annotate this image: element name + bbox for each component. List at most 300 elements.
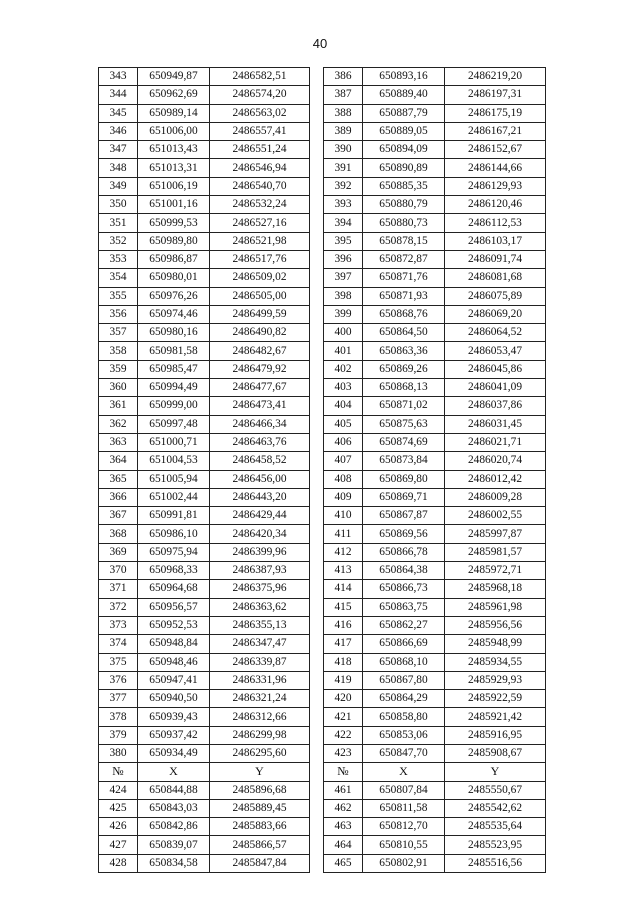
column-gap — [310, 635, 324, 653]
y-coordinate-cell: 2485916,95 — [445, 726, 546, 744]
y-coordinate-cell: 2485847,84 — [210, 854, 310, 872]
column-gap — [310, 250, 324, 268]
point-number-cell: 417 — [324, 635, 363, 653]
x-coordinate-cell: 650986,10 — [138, 525, 210, 543]
x-coordinate-cell: 650880,79 — [363, 196, 445, 214]
y-coordinate-cell: 2486477,67 — [210, 379, 310, 397]
point-number-cell: 388 — [324, 104, 363, 122]
x-coordinate-cell: 650893,16 — [363, 68, 445, 86]
y-coordinate-cell: 2485542,62 — [445, 799, 546, 817]
y-coordinate-cell: 2486144,66 — [445, 159, 546, 177]
x-coordinate-cell: 650939,43 — [138, 708, 210, 726]
x-coordinate-cell: 650991,81 — [138, 507, 210, 525]
column-gap — [310, 452, 324, 470]
y-coordinate-cell: 2485889,45 — [210, 799, 310, 817]
x-coordinate-cell: 650981,58 — [138, 342, 210, 360]
x-coordinate-cell: 650980,16 — [138, 324, 210, 342]
point-number-cell: 426 — [99, 818, 138, 836]
coordinates-table — [98, 67, 546, 873]
x-coordinate-cell: 650989,80 — [138, 232, 210, 250]
y-coordinate-cell: 2486009,28 — [445, 488, 546, 506]
x-coordinate-cell: 650968,33 — [138, 562, 210, 580]
column-gap — [310, 799, 324, 817]
point-number-cell: 396 — [324, 250, 363, 268]
point-number-cell: 360 — [99, 379, 138, 397]
x-coordinate-cell: 650812,70 — [363, 818, 445, 836]
y-coordinate-cell: 2486490,82 — [210, 324, 310, 342]
column-gap — [310, 726, 324, 744]
point-number-cell: 369 — [99, 543, 138, 561]
x-coordinate-cell: 650890,89 — [363, 159, 445, 177]
y-coordinate-cell: 2485516,56 — [445, 854, 546, 872]
point-number-cell: 409 — [324, 488, 363, 506]
x-coordinate-cell: 650866,69 — [363, 635, 445, 653]
point-number-cell: 370 — [99, 562, 138, 580]
column-gap — [310, 507, 324, 525]
y-coordinate-cell: 2485968,18 — [445, 580, 546, 598]
y-coordinate-cell: 2485921,42 — [445, 708, 546, 726]
column-gap — [310, 122, 324, 140]
x-coordinate-cell: 650869,56 — [363, 525, 445, 543]
column-gap — [310, 68, 324, 86]
x-coordinate-cell: 650889,05 — [363, 122, 445, 140]
y-coordinate-cell: 2485908,67 — [445, 744, 546, 762]
y-coordinate-cell: 2486037,86 — [445, 397, 546, 415]
x-coordinate-cell: 650867,80 — [363, 671, 445, 689]
table-row — [99, 543, 546, 561]
column-gap — [310, 177, 324, 195]
point-number-cell: 463 — [324, 818, 363, 836]
point-number-cell: 464 — [324, 836, 363, 854]
x-coordinate-cell: 650802,91 — [363, 854, 445, 872]
table-row — [99, 324, 546, 342]
y-coordinate-cell: 2486557,41 — [210, 122, 310, 140]
table-row — [99, 836, 546, 854]
table-row — [99, 415, 546, 433]
y-coordinate-cell: 2485535,64 — [445, 818, 546, 836]
point-number-cell: 427 — [99, 836, 138, 854]
x-coordinate-cell: 650853,06 — [363, 726, 445, 744]
column-gap — [310, 305, 324, 323]
header-number: № — [99, 763, 138, 781]
column-gap — [310, 671, 324, 689]
column-gap — [310, 854, 324, 872]
y-coordinate-cell: 2486363,62 — [210, 598, 310, 616]
point-number-cell: 410 — [324, 507, 363, 525]
x-coordinate-cell: 650868,13 — [363, 379, 445, 397]
y-coordinate-cell: 2486399,96 — [210, 543, 310, 561]
point-number-cell: 378 — [99, 708, 138, 726]
point-number-cell: 368 — [99, 525, 138, 543]
point-number-cell: 406 — [324, 433, 363, 451]
point-number-cell: 398 — [324, 287, 363, 305]
x-coordinate-cell: 650985,47 — [138, 360, 210, 378]
point-number-cell: 418 — [324, 653, 363, 671]
column-gap — [310, 763, 324, 781]
table-row — [99, 690, 546, 708]
column-gap — [310, 836, 324, 854]
x-coordinate-cell: 650864,50 — [363, 324, 445, 342]
point-number-cell: 390 — [324, 141, 363, 159]
table-row — [99, 269, 546, 287]
header-x: X — [363, 763, 445, 781]
point-number-cell: 408 — [324, 470, 363, 488]
y-coordinate-cell: 2485922,59 — [445, 690, 546, 708]
y-coordinate-cell: 2486509,02 — [210, 269, 310, 287]
x-coordinate-cell: 650875,63 — [363, 415, 445, 433]
y-coordinate-cell: 2486527,16 — [210, 214, 310, 232]
column-gap — [310, 708, 324, 726]
table-row — [99, 141, 546, 159]
x-coordinate-cell: 650940,50 — [138, 690, 210, 708]
y-coordinate-cell: 2486081,68 — [445, 269, 546, 287]
y-coordinate-cell: 2486053,47 — [445, 342, 546, 360]
point-number-cell: 404 — [324, 397, 363, 415]
x-coordinate-cell: 650989,14 — [138, 104, 210, 122]
point-number-cell: 358 — [99, 342, 138, 360]
point-number-cell: 400 — [324, 324, 363, 342]
y-coordinate-cell: 2485981,57 — [445, 543, 546, 561]
y-coordinate-cell: 2486551,24 — [210, 141, 310, 159]
point-number-cell: 367 — [99, 507, 138, 525]
y-coordinate-cell: 2486167,21 — [445, 122, 546, 140]
x-coordinate-cell: 650999,00 — [138, 397, 210, 415]
point-number-cell: 405 — [324, 415, 363, 433]
point-number-cell: 399 — [324, 305, 363, 323]
point-number-cell: 461 — [324, 781, 363, 799]
point-number-cell: 344 — [99, 86, 138, 104]
x-coordinate-cell: 650889,40 — [363, 86, 445, 104]
x-coordinate-cell: 650868,76 — [363, 305, 445, 323]
y-coordinate-cell: 2486473,41 — [210, 397, 310, 415]
header-y: Y — [210, 763, 310, 781]
x-coordinate-cell: 650934,49 — [138, 744, 210, 762]
table-row — [99, 104, 546, 122]
table-row — [99, 214, 546, 232]
y-coordinate-cell: 2486456,00 — [210, 470, 310, 488]
y-coordinate-cell: 2486020,74 — [445, 452, 546, 470]
y-coordinate-cell: 2486505,00 — [210, 287, 310, 305]
point-number-cell: 363 — [99, 433, 138, 451]
x-coordinate-cell: 650811,58 — [363, 799, 445, 817]
x-coordinate-cell: 650878,15 — [363, 232, 445, 250]
x-coordinate-cell: 650871,93 — [363, 287, 445, 305]
x-coordinate-cell: 651013,43 — [138, 141, 210, 159]
column-gap — [310, 818, 324, 836]
table-row — [99, 781, 546, 799]
x-coordinate-cell: 651006,00 — [138, 122, 210, 140]
table-row — [99, 232, 546, 250]
point-number-cell: 343 — [99, 68, 138, 86]
y-coordinate-cell: 2485934,55 — [445, 653, 546, 671]
table-row — [99, 305, 546, 323]
y-coordinate-cell: 2486002,55 — [445, 507, 546, 525]
table-row — [99, 342, 546, 360]
y-coordinate-cell: 2486420,34 — [210, 525, 310, 543]
y-coordinate-cell: 2486479,92 — [210, 360, 310, 378]
column-gap — [310, 580, 324, 598]
x-coordinate-cell: 650864,29 — [363, 690, 445, 708]
column-gap — [310, 415, 324, 433]
point-number-cell: 401 — [324, 342, 363, 360]
x-coordinate-cell: 651000,71 — [138, 433, 210, 451]
point-number-cell: 348 — [99, 159, 138, 177]
column-gap — [310, 616, 324, 634]
x-coordinate-cell: 650843,03 — [138, 799, 210, 817]
x-coordinate-cell: 650975,94 — [138, 543, 210, 561]
x-coordinate-cell: 650964,68 — [138, 580, 210, 598]
y-coordinate-cell: 2486069,20 — [445, 305, 546, 323]
y-coordinate-cell: 2486103,17 — [445, 232, 546, 250]
point-number-cell: 371 — [99, 580, 138, 598]
y-coordinate-cell: 2485550,67 — [445, 781, 546, 799]
table-row — [99, 598, 546, 616]
column-gap — [310, 744, 324, 762]
point-number-cell: 389 — [324, 122, 363, 140]
point-number-cell: 347 — [99, 141, 138, 159]
point-number-cell: 407 — [324, 452, 363, 470]
point-number-cell: 374 — [99, 635, 138, 653]
y-coordinate-cell: 2485866,57 — [210, 836, 310, 854]
y-coordinate-cell: 2486295,60 — [210, 744, 310, 762]
y-coordinate-cell: 2486582,51 — [210, 68, 310, 86]
table-row — [99, 671, 546, 689]
y-coordinate-cell: 2486064,52 — [445, 324, 546, 342]
point-number-cell: 428 — [99, 854, 138, 872]
table-row — [99, 397, 546, 415]
y-coordinate-cell: 2486175,19 — [445, 104, 546, 122]
point-number-cell: 350 — [99, 196, 138, 214]
point-number-cell: 413 — [324, 562, 363, 580]
table-row — [99, 635, 546, 653]
x-coordinate-cell: 650948,46 — [138, 653, 210, 671]
column-gap — [310, 653, 324, 671]
y-coordinate-cell: 2486075,89 — [445, 287, 546, 305]
point-number-cell: 355 — [99, 287, 138, 305]
x-coordinate-cell: 650997,48 — [138, 415, 210, 433]
x-coordinate-cell: 650863,75 — [363, 598, 445, 616]
column-gap — [310, 141, 324, 159]
header-y: Y — [445, 763, 546, 781]
table-row — [99, 653, 546, 671]
page-number: 40 — [312, 36, 328, 51]
x-coordinate-cell: 650807,84 — [363, 781, 445, 799]
column-gap — [310, 562, 324, 580]
y-coordinate-cell: 2486443,20 — [210, 488, 310, 506]
y-coordinate-cell: 2486152,67 — [445, 141, 546, 159]
y-coordinate-cell: 2485997,87 — [445, 525, 546, 543]
column-gap — [310, 287, 324, 305]
y-coordinate-cell: 2486197,31 — [445, 86, 546, 104]
y-coordinate-cell: 2486429,44 — [210, 507, 310, 525]
x-coordinate-cell: 650980,01 — [138, 269, 210, 287]
x-coordinate-cell: 650994,49 — [138, 379, 210, 397]
x-coordinate-cell: 650952,53 — [138, 616, 210, 634]
table-header-row — [99, 763, 546, 781]
x-coordinate-cell: 650862,27 — [363, 616, 445, 634]
y-coordinate-cell: 2486387,93 — [210, 562, 310, 580]
table-row — [99, 744, 546, 762]
y-coordinate-cell: 2486031,45 — [445, 415, 546, 433]
table-row — [99, 68, 546, 86]
table-row — [99, 818, 546, 836]
x-coordinate-cell: 650834,58 — [138, 854, 210, 872]
column-gap — [310, 324, 324, 342]
x-coordinate-cell: 651013,31 — [138, 159, 210, 177]
point-number-cell: 402 — [324, 360, 363, 378]
x-coordinate-cell: 650869,71 — [363, 488, 445, 506]
table-row — [99, 507, 546, 525]
x-coordinate-cell: 650947,41 — [138, 671, 210, 689]
point-number-cell: 420 — [324, 690, 363, 708]
point-number-cell: 352 — [99, 232, 138, 250]
x-coordinate-cell: 650974,46 — [138, 305, 210, 323]
point-number-cell: 365 — [99, 470, 138, 488]
header-number: № — [324, 763, 363, 781]
x-coordinate-cell: 650866,73 — [363, 580, 445, 598]
x-coordinate-cell: 650871,76 — [363, 269, 445, 287]
point-number-cell: 351 — [99, 214, 138, 232]
column-gap — [310, 433, 324, 451]
x-coordinate-cell: 650871,02 — [363, 397, 445, 415]
column-gap — [310, 360, 324, 378]
y-coordinate-cell: 2486463,76 — [210, 433, 310, 451]
x-coordinate-cell: 650858,80 — [363, 708, 445, 726]
x-coordinate-cell: 650986,87 — [138, 250, 210, 268]
point-number-cell: 397 — [324, 269, 363, 287]
y-coordinate-cell: 2486021,71 — [445, 433, 546, 451]
column-gap — [310, 159, 324, 177]
point-number-cell: 372 — [99, 598, 138, 616]
point-number-cell: 392 — [324, 177, 363, 195]
point-number-cell: 375 — [99, 653, 138, 671]
point-number-cell: 346 — [99, 122, 138, 140]
point-number-cell: 353 — [99, 250, 138, 268]
x-coordinate-cell: 650885,35 — [363, 177, 445, 195]
y-coordinate-cell: 2486112,53 — [445, 214, 546, 232]
point-number-cell: 393 — [324, 196, 363, 214]
x-coordinate-cell: 650844,88 — [138, 781, 210, 799]
x-coordinate-cell: 650864,38 — [363, 562, 445, 580]
y-coordinate-cell: 2486546,94 — [210, 159, 310, 177]
point-number-cell: 416 — [324, 616, 363, 634]
x-coordinate-cell: 650976,26 — [138, 287, 210, 305]
point-number-cell: 421 — [324, 708, 363, 726]
point-number-cell: 377 — [99, 690, 138, 708]
x-coordinate-cell: 651004,53 — [138, 452, 210, 470]
column-gap — [310, 379, 324, 397]
column-gap — [310, 196, 324, 214]
y-coordinate-cell: 2485961,98 — [445, 598, 546, 616]
point-number-cell: 394 — [324, 214, 363, 232]
point-number-cell: 373 — [99, 616, 138, 634]
y-coordinate-cell: 2486517,76 — [210, 250, 310, 268]
table-row — [99, 159, 546, 177]
column-gap — [310, 104, 324, 122]
point-number-cell: 403 — [324, 379, 363, 397]
y-coordinate-cell: 2486331,96 — [210, 671, 310, 689]
column-gap — [310, 470, 324, 488]
point-number-cell: 465 — [324, 854, 363, 872]
point-number-cell: 379 — [99, 726, 138, 744]
x-coordinate-cell: 650869,80 — [363, 470, 445, 488]
x-coordinate-cell: 650866,78 — [363, 543, 445, 561]
point-number-cell: 411 — [324, 525, 363, 543]
point-number-cell: 415 — [324, 598, 363, 616]
x-coordinate-cell: 650839,07 — [138, 836, 210, 854]
y-coordinate-cell: 2486482,67 — [210, 342, 310, 360]
y-coordinate-cell: 2486041,09 — [445, 379, 546, 397]
x-coordinate-cell: 650949,87 — [138, 68, 210, 86]
column-gap — [310, 214, 324, 232]
x-coordinate-cell: 650810,55 — [363, 836, 445, 854]
y-coordinate-cell: 2486532,24 — [210, 196, 310, 214]
y-coordinate-cell: 2485523,95 — [445, 836, 546, 854]
point-number-cell: 462 — [324, 799, 363, 817]
point-number-cell: 395 — [324, 232, 363, 250]
x-coordinate-cell: 650868,10 — [363, 653, 445, 671]
y-coordinate-cell: 2486355,13 — [210, 616, 310, 634]
y-coordinate-cell: 2486045,86 — [445, 360, 546, 378]
table-row — [99, 708, 546, 726]
y-coordinate-cell: 2485972,71 — [445, 562, 546, 580]
table-row — [99, 86, 546, 104]
point-number-cell: 361 — [99, 397, 138, 415]
x-coordinate-cell: 651006,19 — [138, 177, 210, 195]
y-coordinate-cell: 2485956,56 — [445, 616, 546, 634]
x-coordinate-cell: 650847,70 — [363, 744, 445, 762]
x-coordinate-cell: 650937,42 — [138, 726, 210, 744]
column-gap — [310, 488, 324, 506]
table-row — [99, 580, 546, 598]
column-gap — [310, 690, 324, 708]
table-row — [99, 177, 546, 195]
header-x: X — [138, 763, 210, 781]
x-coordinate-cell: 650863,36 — [363, 342, 445, 360]
y-coordinate-cell: 2486312,66 — [210, 708, 310, 726]
table-row — [99, 854, 546, 872]
column-gap — [310, 269, 324, 287]
column-gap — [310, 598, 324, 616]
y-coordinate-cell: 2486091,74 — [445, 250, 546, 268]
y-coordinate-cell: 2486012,42 — [445, 470, 546, 488]
y-coordinate-cell: 2486219,20 — [445, 68, 546, 86]
point-number-cell: 424 — [99, 781, 138, 799]
table-row — [99, 525, 546, 543]
point-number-cell: 362 — [99, 415, 138, 433]
y-coordinate-cell: 2486129,93 — [445, 177, 546, 195]
table-row — [99, 250, 546, 268]
point-number-cell: 354 — [99, 269, 138, 287]
point-number-cell: 376 — [99, 671, 138, 689]
y-coordinate-cell: 2486540,70 — [210, 177, 310, 195]
point-number-cell: 386 — [324, 68, 363, 86]
y-coordinate-cell: 2486574,20 — [210, 86, 310, 104]
table-row — [99, 433, 546, 451]
table-row — [99, 488, 546, 506]
y-coordinate-cell: 2485896,68 — [210, 781, 310, 799]
y-coordinate-cell: 2486375,96 — [210, 580, 310, 598]
table-row — [99, 287, 546, 305]
point-number-cell: 357 — [99, 324, 138, 342]
point-number-cell: 364 — [99, 452, 138, 470]
y-coordinate-cell: 2486120,46 — [445, 196, 546, 214]
point-number-cell: 412 — [324, 543, 363, 561]
x-coordinate-cell: 650887,79 — [363, 104, 445, 122]
x-coordinate-cell: 650874,69 — [363, 433, 445, 451]
table-row — [99, 470, 546, 488]
point-number-cell: 366 — [99, 488, 138, 506]
